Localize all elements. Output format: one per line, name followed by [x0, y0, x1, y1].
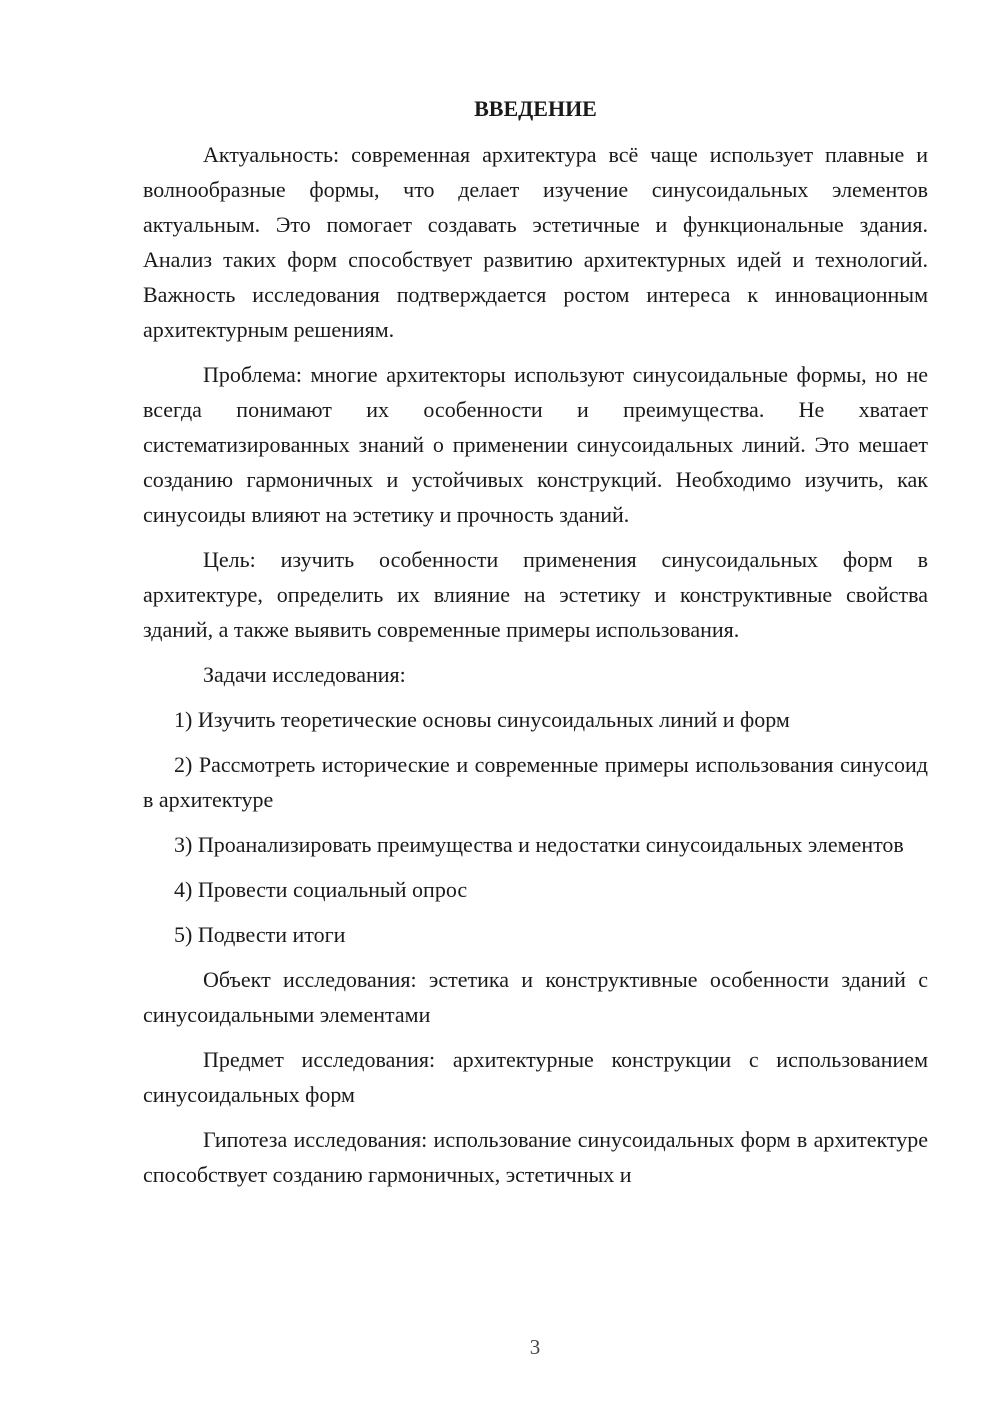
object-paragraph: Объект исследования: эстетика и конструктивные особенности зданий с синусоидальными элементами: [143, 967, 928, 1027]
goal-paragraph: Цель: изучить особенности применения синусоидальных форм в архитектуре, определить их влияние на эстетику и конструктивные свойства зданий, а также выявить современные примеры использования.: [143, 547, 928, 642]
task-item-4: 4) Провести социальный опрос: [174, 877, 468, 902]
task-item-3: 3) Проанализировать преимущества и недостатки синусоидальных элементов: [174, 832, 904, 857]
task-item-1: 1) Изучить теоретические основы синусоидальных линий и форм: [174, 707, 790, 732]
task-item-5: 5) Подвести итоги: [174, 922, 346, 947]
page-number: 3: [529, 1335, 541, 1359]
task-item-2: 2) Рассмотреть исторические и современные примеры использования синусоид в архитектуре: [143, 752, 928, 812]
hypothesis-paragraph: Гипотеза исследования: использование синусоидальных форм в архитектуре способствует созданию гармоничных, эстетичных и: [143, 1127, 928, 1187]
problem-paragraph: Проблема: многие архитекторы используют синусоидальные формы, но не всегда понимают их особенности и преимущества. Не хватает систематизированных знаний о применении синусоидальных линий. Это мешает созданию гармоничных и устойчивых конструкций. Необходимо изучить, как синусоиды влияют на эстетику и прочность зданий.: [143, 362, 928, 527]
section-heading: ВВЕДЕНИЕ: [474, 96, 597, 121]
subject-paragraph: Предмет исследования: архитектурные конструкции с использованием синусоидальных форм: [143, 1047, 928, 1107]
relevance-paragraph: Актуальность: современная архитектура всё чаще использует плавные и волнообразные формы, что делает изучение синусоидальных элементов актуальным. Это помогает создавать эстетичные и функциональные здания. Анализ таких форм способствует развитию архитектурных идей и технологий. Важность исследования подтверждается ростом интереса к инновационным архитектурным решениям.: [143, 142, 928, 342]
page-content: [143, 94, 928, 1202]
tasks-heading: Задачи исследования:: [203, 662, 406, 687]
